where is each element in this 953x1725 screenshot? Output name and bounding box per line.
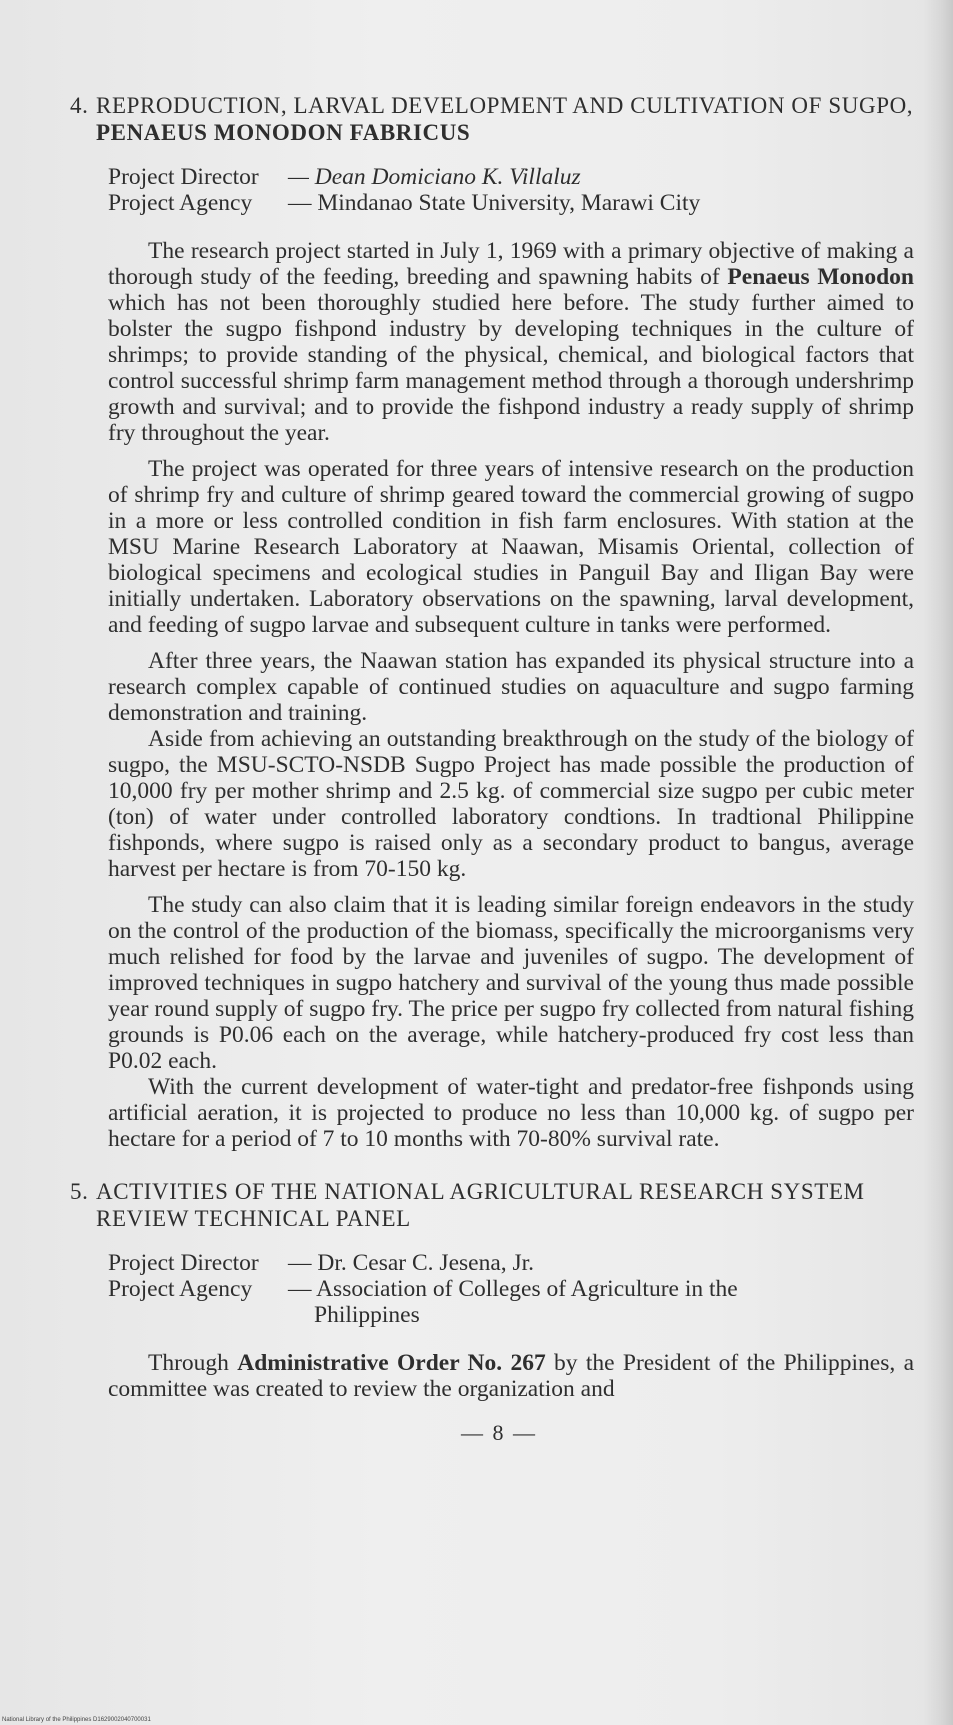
section-4-title-species: PENAEUS MONODON FABRICUS [96,120,471,145]
page-edge-shadow [923,0,953,1725]
section-4-title: REPRODUCTION, LARVAL DEVELOPMENT AND CULTIVATION OF SUGPO, [96,93,914,118]
section-4-paragraph-2: The project was operated for three years of intensive research on the production of shrimp fry and culture of shrimp geared toward the commercial growing of sugpo in a more or less controlled condition in fish farm enclosures. With station at the MSU Marine Research Laboratory at Naawan, Misamis Oriental, collection of biological specimens and ecological studies in Panguil Bay and Iligan Bay were initially undertaken. Laboratory observations on the spawning, larval development, and feeding of sugpo larvae and subsequent culture in tanks were performed. [108,456,914,638]
project-agency-value-cont: Philippines [314,1302,420,1328]
project-director-value: — Dean Domiciano K. Villaluz [288,164,581,190]
project-director-label: Project Director [108,1250,259,1276]
project-agency-value: — Mindanao State University, Marawi City [288,190,701,216]
section-4-project-info [108,164,914,216]
section-4-paragraph-5: The study can also claim that it is leading similar foreign endeavors in the study on the control of the production of the biomass, specifically the microorganisms very much relished for food by the larvae and juveniles of sugpo. The development of improved techniques in sugpo hatchery and survival of the young thus made possible year round supply of sugpo fry. The price per sugpo fry collected from natural fishing grounds is P0.06 each on the average, while hatchery-produced fry cost less than P0.02 each. [108,892,914,1074]
section-5-project-info [108,1250,914,1328]
section-4-paragraph-4: Aside from achieving an outstanding breakthrough on the study of the biology of sugpo, the MSU-SCTO-NSDB Sugpo Project has made possible the production of 10,000 fry per mother shrimp and 2.5 kg. of commercial size sugpo per cubic meter (ton) of water under controlled laboratory condtions. In tradtional Philippine fishponds, where sugpo is raised only as a secondary product to bangus, average harvest per hectare is from 70-150 kg. [108,726,914,882]
section-5-heading [70,1178,914,1232]
project-agency-label: Project Agency [108,1276,253,1302]
section-4-paragraph-1: The research project started in July 1, 1969 with a primary objective of making a thorough study of the feeding, breeding and spawning habits of Penaeus Monodon which has not been thoroughly studied here before. The study further aimed to bolster the sugpo fishpond industry by developing techniques in the culture of shrimps; to provide standing of the physical, chemical, and biological factors that control successful shrimp farm management method through a thorough undershrimp growth and survival; and to provide the fishpond industry a ready supply of shrimp fry throughout the year. [108,238,915,446]
section-5-number: 5. [70,1179,89,1204]
page-number: — 8 — [461,1420,537,1445]
administrative-order: Administrative Order No. 267 [237,1350,546,1376]
project-director-label: Project Director [108,164,259,190]
section-4-paragraph-3: After three years, the Naawan station has expanded its physical structure into a research complex capable of continued studies on aquaculture and sugpo farming demonstration and training. [108,648,914,726]
section-4-number: 4. [70,93,89,118]
section-4-heading [70,92,914,146]
species-name: Penaeus Monodon [727,264,915,290]
section-5-paragraph-1: Through Administrative Order No. 267 by the President of the Philippines, a committee was created to review the organization and [108,1350,915,1402]
section-4-paragraph-6: With the current development of water-tight and predator-free fishponds using artificial aeration, it is projected to produce no less than 10,000 kg. of sugpo per hectare for a period of 7 to 10 months with 70-80% survival rate. [108,1074,914,1152]
library-imprint: National Library of the Philippines D1629002040700031 [2,1717,151,1723]
project-agency-value: — Association of Colleges of Agriculture in the [288,1276,738,1302]
page-content [70,92,915,1446]
project-director-value: — Dr. Cesar C. Jesena, Jr. [288,1250,535,1276]
project-agency-label: Project Agency [108,190,253,216]
section-5-title: ACTIVITIES OF THE NATIONAL AGRICULTURAL RESEARCH SYSTEM REVIEW TECHNICAL PANEL [96,1179,865,1231]
